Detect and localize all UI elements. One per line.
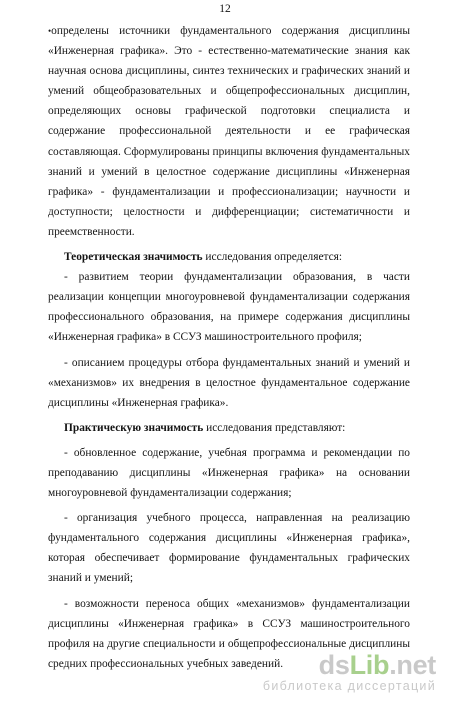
watermark-logo[interactable] xyxy=(263,651,436,679)
theoretical-heading: Теоретическая значимость xyxy=(64,251,203,264)
practical-item: - обновленное содержание, учебная программа и рекомендации по преподаванию дисциплины «Инженерная графика» на основании многоуровневой фундаментализации содержания; xyxy=(48,446,410,500)
watermark-subtitle: библиотека диссертаций xyxy=(262,679,436,693)
bullet-text: определены источники фундаментального содержания дисциплины «Инженерная графика». Это - естественно-математические знания как научная основа дисциплины, синтез технических и графических знаний и умений общеобразовательных и общепрофессиональных дисциплин, определяющих основы графической подготовки специалиста и содержание профессиональной деятельности и ее графическая составляющая. Сформулированы принципы включения фундаментальных знаний и умений в целостное содержание дисциплины «Инженерная графика» - фундаментализации и профессионализации; научности и доступности; целостности и дифференциации; систематичности и преемственности. xyxy=(48,25,410,238)
practical-heading-tail: исследования представляют: xyxy=(203,421,346,434)
practical-heading: Практическую значимость xyxy=(64,421,204,434)
practical-item: - возможности переноса общих «механизмов» фундаментализации дисциплины «Инженерная графика» в ССУЗ машиностроительного профиля на другие специальности и общепрофессиональные дисциплины средних профессиональных учебных заведений. xyxy=(48,597,410,670)
theoretical-item: - описанием процедуры отбора фундаментальных знаний и умений и «механизмов» их внедрения в целостное фундаментальное содержание дисциплины «Инженерная графика». xyxy=(48,356,410,409)
watermark-logo-ds: ds xyxy=(318,650,350,680)
bullet-marker: • xyxy=(48,26,52,36)
document-body xyxy=(48,21,410,674)
bullet-paragraph xyxy=(48,21,410,242)
watermark xyxy=(263,651,436,693)
theoretical-heading-paragraph xyxy=(48,247,410,267)
practical-item: - организация учебного процесса, направленная на реализацию фундаментального содержания дисциплины «Инженерная графика», которая обеспечивает формирование фундаментальных графических знаний и умений; xyxy=(48,512,410,585)
theoretical-heading-tail: исследования определяется: xyxy=(202,251,343,264)
watermark-logo-net: .net xyxy=(389,650,436,680)
theoretical-item: - развитием теории фундаментализации образования, в части реализации концепции многоуровневой фундаментализации содержания профессионального образования, на примере содержания дисциплины «Инженерная графика» в ССУЗ машиностроительного профиля; xyxy=(48,271,410,344)
page-number: 12 xyxy=(219,3,231,15)
practical-heading-paragraph xyxy=(48,418,410,438)
watermark-logo-lib: Lib xyxy=(349,650,390,680)
